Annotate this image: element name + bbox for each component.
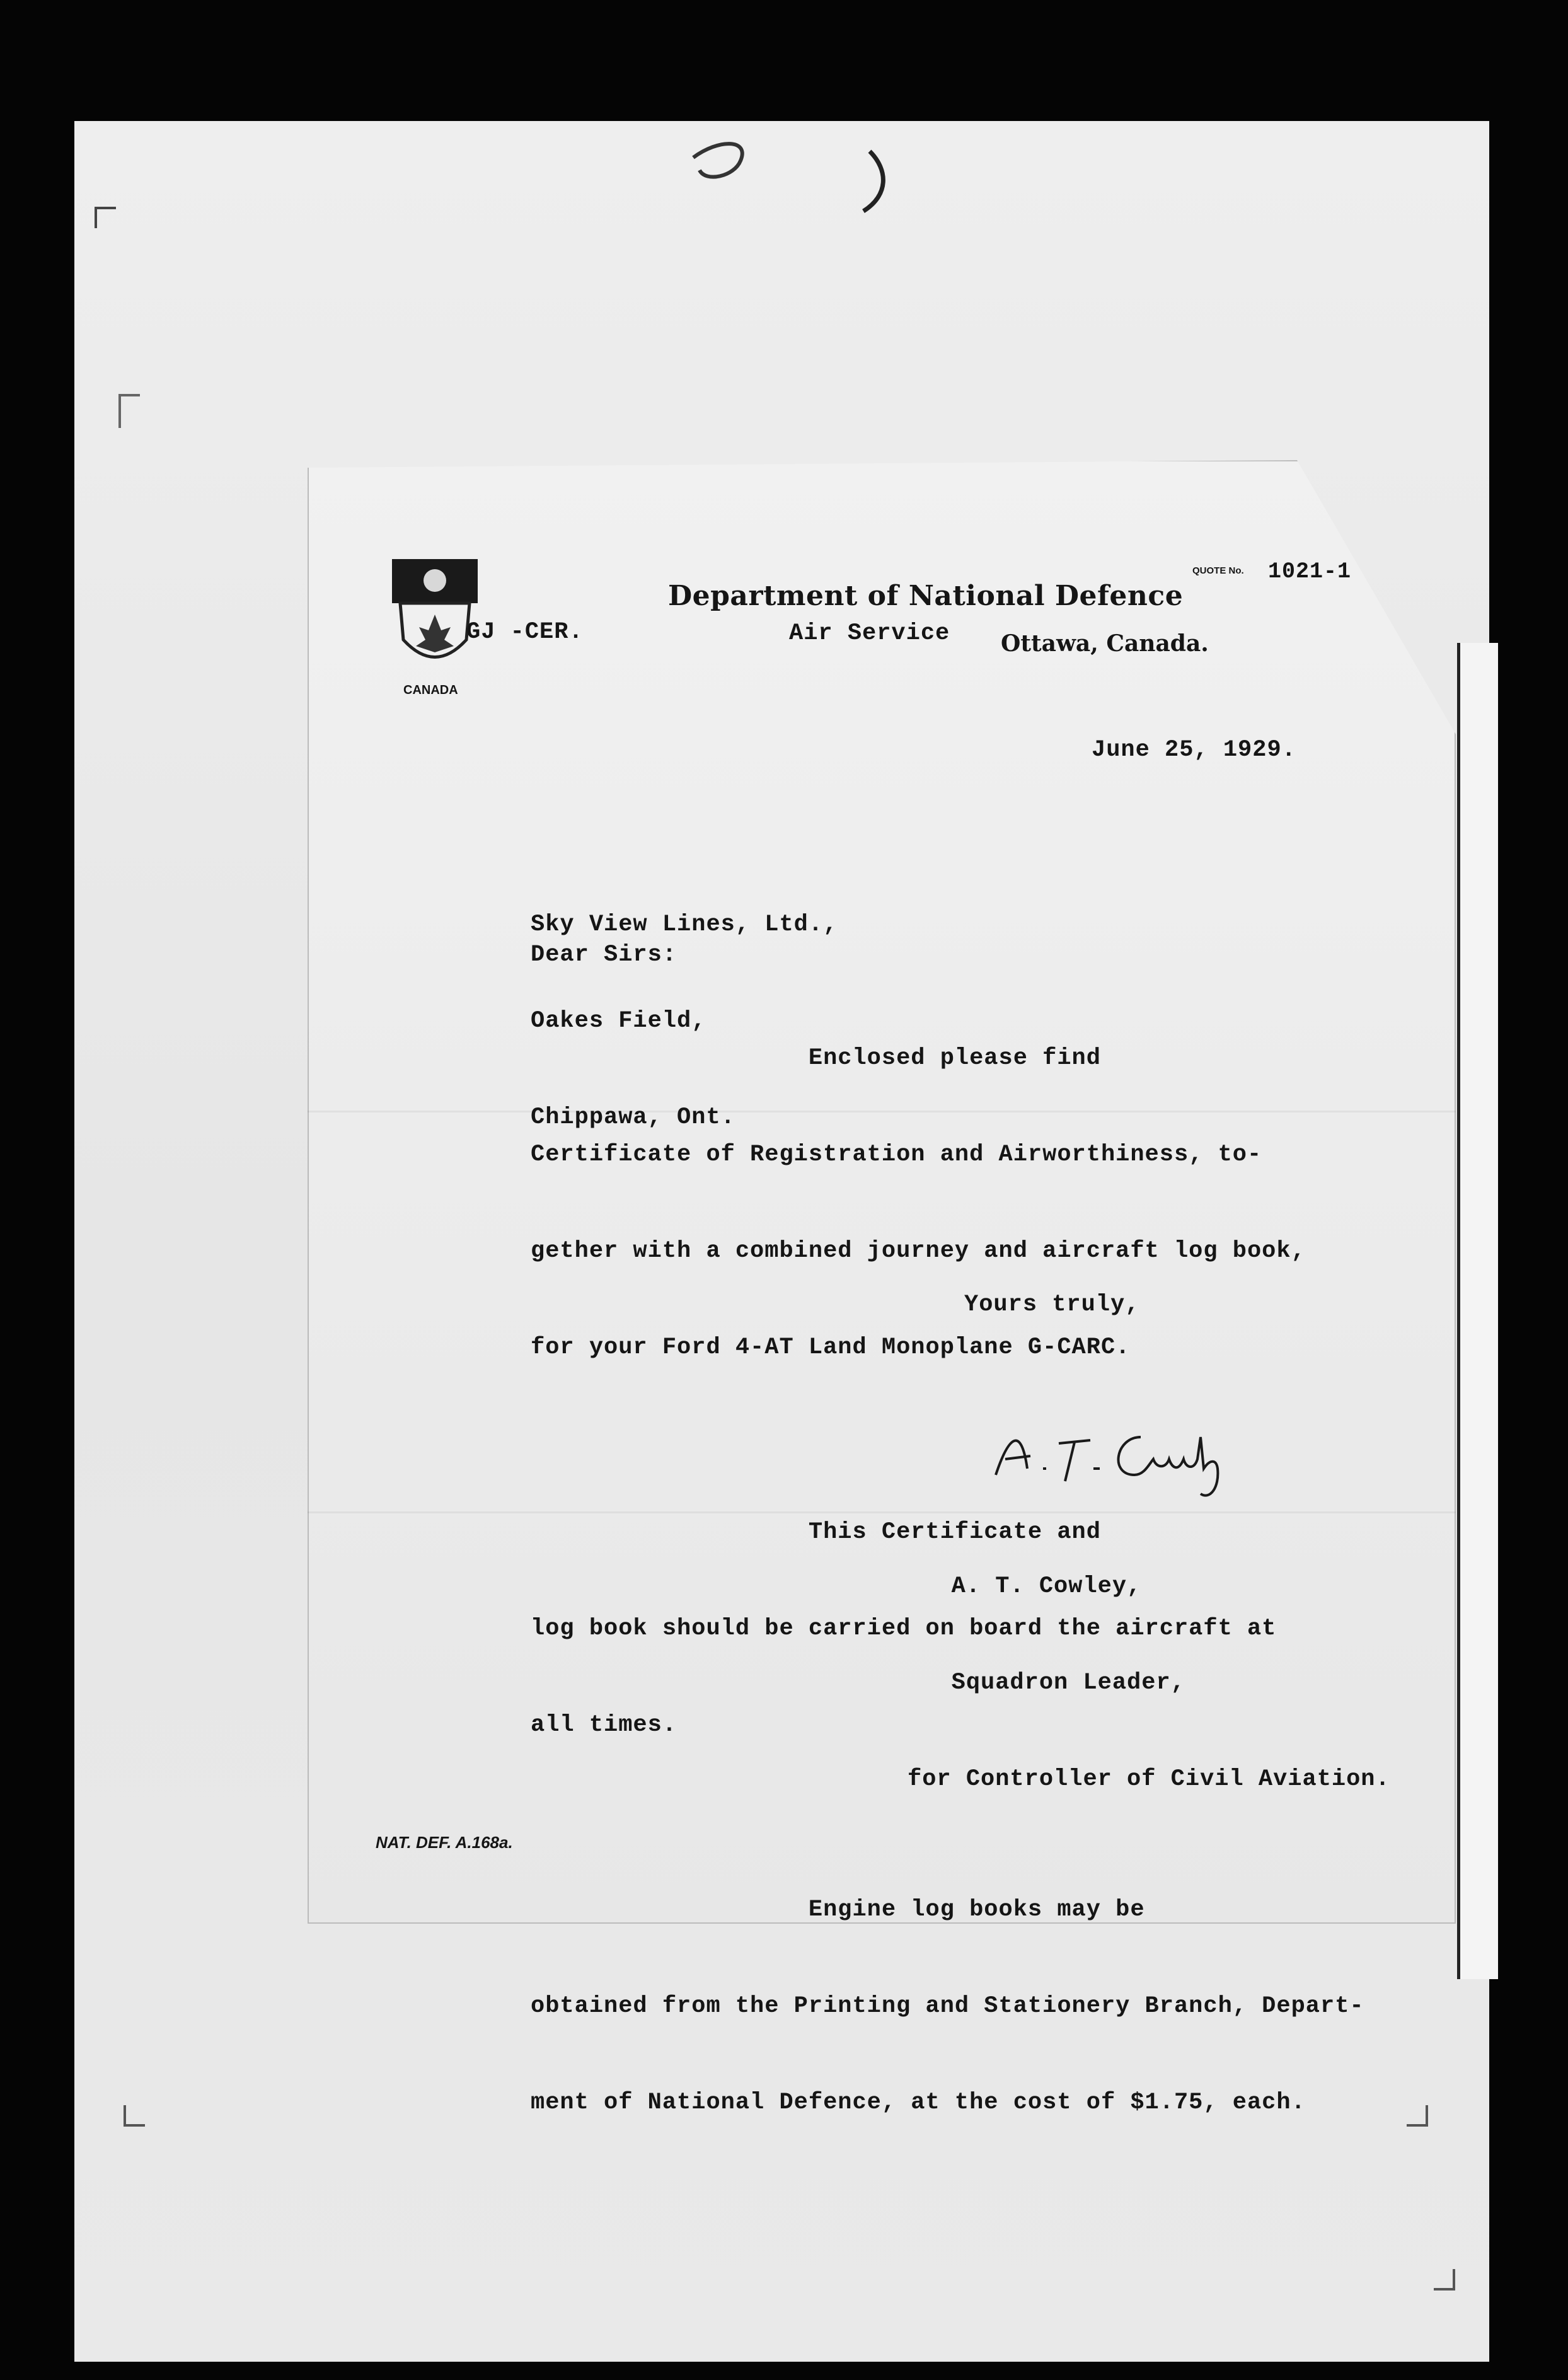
quote-number-label: QUOTE No. [1192, 565, 1244, 576]
address-line: Sky View Lines, Ltd., [531, 911, 838, 938]
body-line: This Certificate and [531, 1519, 1101, 1545]
corner-mark [1434, 2269, 1455, 2290]
body-line: obtained from the Printing and Stationery Branch, Depart- [531, 1993, 1364, 2019]
handwritten-signature [983, 1399, 1248, 1506]
signature-line: for Controller of Civil Aviation. [908, 1766, 1390, 1793]
letter-date: June 25, 1929. [1092, 737, 1296, 763]
form-code: NAT. DEF. A.168a. [376, 1833, 513, 1852]
address-line: Chippawa, Ont. [531, 1104, 735, 1131]
location-heading: Ottawa, Canada. [1001, 630, 1209, 657]
body-line: for your Ford 4-AT Land Monoplane G-CARC. [531, 1334, 1131, 1361]
signature-line: A. T. Cowley, [908, 1573, 1142, 1600]
body-line: all times. [531, 1712, 677, 1738]
corner-mark [124, 2105, 145, 2127]
body-line: log book should be carried on board the aircraft at [531, 1615, 1277, 1642]
corner-mark [95, 207, 116, 228]
corner-mark [118, 394, 140, 428]
body-line: gether with a combined journey and aircraft log book, [531, 1238, 1306, 1264]
underlying-page-edge [1457, 643, 1498, 1979]
canada-coat-of-arms-icon [391, 558, 479, 678]
file-reference: GJ -CER. [466, 619, 584, 645]
closing: Yours truly, [964, 1291, 1140, 1318]
body-line: Certificate of Registration and Airworthiness, to- [531, 1141, 1262, 1168]
quote-number-value: 1021-1 [1268, 559, 1352, 584]
body-line: Enclosed please find [531, 1045, 1101, 1072]
crest-caption: CANADA [403, 683, 458, 697]
signature-line: Squadron Leader, [908, 1670, 1185, 1696]
salutation: Dear Sirs: [531, 942, 677, 968]
signature-block [908, 1506, 1390, 1828]
corner-mark [1407, 2105, 1428, 2127]
body-line: ment of National Defence, at the cost of $1.75, each. [531, 2089, 1306, 2116]
address-line: Oakes Field, [531, 1008, 706, 1034]
pencil-scrawl-mark [681, 126, 920, 227]
branch-heading: Air Service [789, 620, 950, 647]
department-heading: Department of National Defence [668, 580, 1184, 612]
body-line: Engine log books may be [531, 1897, 1145, 1923]
